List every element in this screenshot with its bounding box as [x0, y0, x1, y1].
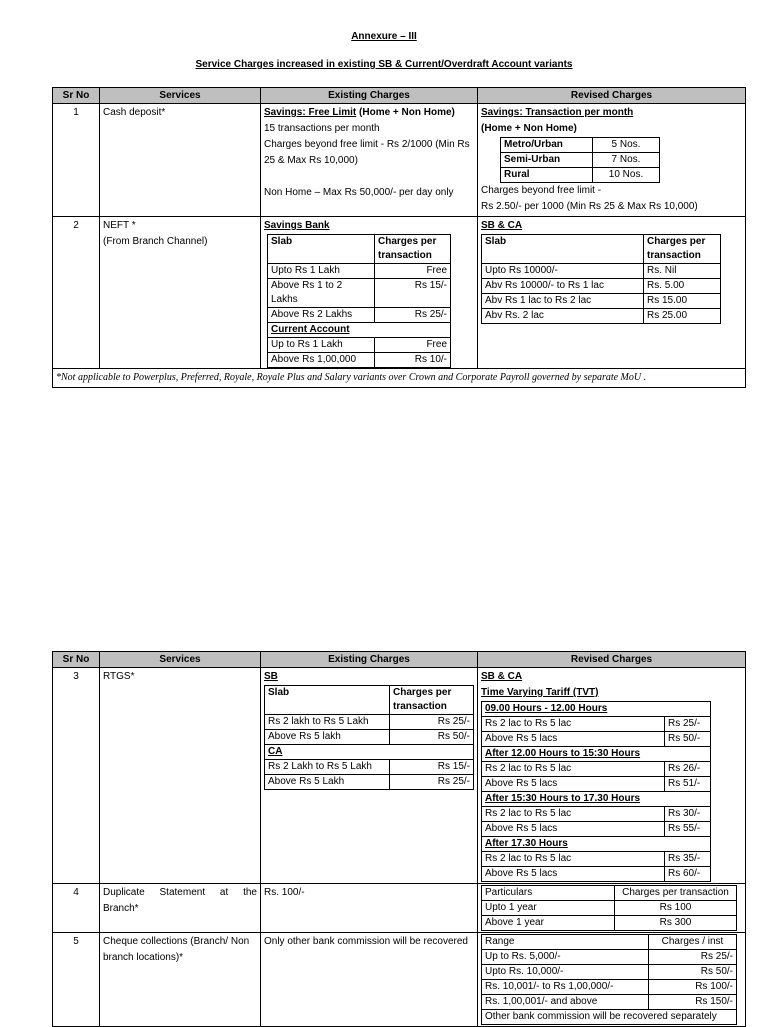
col-header: Charges per transaction: [390, 686, 474, 715]
table-row: [53, 933, 746, 1027]
table-row: [53, 217, 746, 369]
srno-cell: 3: [53, 668, 100, 884]
charge-cell: Rs 25/-: [665, 717, 711, 732]
table-header-row: [53, 88, 746, 104]
table-header-row: [53, 652, 746, 668]
revised-note: Charges beyond free limit -: [481, 185, 602, 196]
charge-cell: Rs 15/-: [375, 279, 451, 308]
value-cell: Rs 100/-: [649, 980, 737, 995]
col-header: Charges per transaction: [615, 886, 737, 901]
area-value: 7 Nos.: [593, 153, 660, 168]
charge-cell: Rs 30/-: [665, 807, 711, 822]
band-title: 09.00 Hours - 12.00 Hours: [482, 702, 711, 717]
ca-heading: CA: [265, 745, 474, 760]
value-cell: Rs 300: [615, 916, 737, 931]
slab-cell: Above Rs 5 lacs: [482, 867, 665, 882]
neft-sb-table: [267, 234, 451, 368]
header-revised: Revised Charges: [478, 88, 746, 104]
value-cell: Rs 100: [615, 901, 737, 916]
charge-cell: Rs 15/-: [390, 760, 474, 775]
col-header: Slab: [482, 235, 644, 264]
table-row: [53, 884, 746, 933]
charge-cell: Rs 35/-: [665, 852, 711, 867]
srno-cell: 2: [53, 217, 100, 369]
col-header: Particulars: [482, 886, 615, 901]
service-cell: Duplicate Statement at the Branch*: [100, 884, 261, 933]
slab-cell: Rs 2 lac to Rs 5 lac: [482, 852, 665, 867]
charge-cell: Rs 10/-: [375, 353, 451, 368]
col-header: Charges per transaction: [644, 235, 721, 264]
slab-cell: Rs 2 lac to Rs 5 lac: [482, 807, 665, 822]
label-cell: Upto Rs. 10,000/-: [482, 965, 649, 980]
srno-cell: 5: [53, 933, 100, 1027]
existing-heading: Savings Bank: [264, 220, 330, 231]
header-services: Services: [100, 652, 261, 668]
charge-cell: Rs 50/-: [390, 730, 474, 745]
slab-cell: Rs 2 lac to Rs 5 lac: [482, 717, 665, 732]
charges-table-1: [52, 87, 746, 388]
area-table: [500, 137, 660, 183]
area-value: 5 Nos.: [593, 138, 660, 153]
label-cell: Up to Rs. 5,000/-: [482, 950, 649, 965]
slab-cell: Above Rs 5 lacs: [482, 822, 665, 837]
ca-heading: Current Account: [268, 323, 451, 338]
revised-heading: SB & CA: [481, 220, 523, 231]
service-cell: Cash deposit*: [100, 104, 261, 217]
slab-cell: Rs 2 lakh to Rs 5 Lakh: [265, 715, 390, 730]
col-header: Slab: [265, 686, 390, 715]
band-title: After 15:30 Hours to 17.30 Hours: [482, 792, 711, 807]
revised-heading: SB & CA: [481, 671, 523, 682]
cheque-table: [481, 934, 737, 1025]
table-row: [53, 668, 746, 884]
service-cell: [100, 217, 261, 369]
tvt-table: [481, 701, 711, 882]
header-srno: Sr No: [53, 652, 100, 668]
existing-line: 15 transactions per month: [264, 123, 380, 134]
col-header: Range: [482, 935, 649, 950]
header-existing: Existing Charges: [261, 88, 478, 104]
slab-cell: Above Rs 2 Lakhs: [268, 308, 375, 323]
rtgs-existing-table: [264, 685, 474, 790]
service-line: NEFT *: [103, 220, 136, 231]
charge-cell: Rs 60/-: [665, 867, 711, 882]
charge-cell: Rs 50/-: [665, 732, 711, 747]
col-header: Charges / inst: [649, 935, 737, 950]
area-label: Semi-Urban: [501, 153, 593, 168]
existing-cell: [261, 668, 478, 884]
charge-cell: Rs 15.00: [644, 294, 721, 309]
label-cell: Rs. 1,00,001/- and above: [482, 995, 649, 1010]
header-srno: Sr No: [53, 88, 100, 104]
existing-cell: [261, 217, 478, 369]
charge-cell: Rs 25/-: [390, 715, 474, 730]
slab-cell: Rs 2 lac to Rs 5 lac: [482, 762, 665, 777]
band-title: After 17.30 Hours: [482, 837, 711, 852]
tvt-heading: Time Varying Tariff (TVT): [481, 687, 599, 698]
revised-cell: [478, 104, 746, 217]
slab-cell: Rs 2 Lakh to Rs 5 Lakh: [265, 760, 390, 775]
statement-table: [481, 885, 737, 931]
srno-cell: 1: [53, 104, 100, 217]
area-value: 10 Nos.: [593, 168, 660, 183]
charge-cell: Free: [375, 264, 451, 279]
charge-cell: Rs 25/-: [375, 308, 451, 323]
revised-cell: [478, 884, 746, 933]
slab-cell: Upto Rs 10000/-: [482, 264, 644, 279]
service-cell: RTGS*: [100, 668, 261, 884]
charge-cell: Rs 25/-: [390, 775, 474, 790]
area-label: Metro/Urban: [501, 138, 593, 153]
existing-line: Non Home – Max Rs 50,000/- per day only: [264, 187, 454, 198]
neft-revised-table: [481, 234, 721, 324]
slab-cell: Above Rs 5 lacs: [482, 777, 665, 792]
existing-cell: Rs. 100/-: [261, 884, 478, 933]
label-cell: Above 1 year: [482, 916, 615, 931]
charge-cell: Rs 51/-: [665, 777, 711, 792]
revised-subheading: (Home + Non Home): [481, 123, 577, 134]
existing-heading: Savings: Free Limit (Home + Non Home): [264, 107, 455, 118]
charge-cell: Rs. 5.00: [644, 279, 721, 294]
charge-cell: Rs 26/-: [665, 762, 711, 777]
revised-heading: Savings: Transaction per month: [481, 107, 634, 118]
existing-line: Charges beyond free limit - Rs 2/1000 (Min Rs 25 & Max Rs 10,000): [264, 139, 470, 166]
slab-cell: Above Rs 5 lacs: [482, 732, 665, 747]
sb-heading: SB: [264, 671, 278, 682]
slab-cell: Above Rs 5 lakh: [265, 730, 390, 745]
service-line: (From Branch Channel): [103, 236, 208, 247]
srno-cell: 4: [53, 884, 100, 933]
page-title: Annexure – III: [351, 31, 417, 42]
slab-cell: Abv Rs. 2 lac: [482, 309, 644, 324]
slab-cell: Above Rs 1,00,000: [268, 353, 375, 368]
note-cell: Other bank commission will be recovered separately: [482, 1010, 737, 1025]
col-header: Charges per transaction: [375, 235, 451, 264]
charge-cell: Free: [375, 338, 451, 353]
slab-cell: Abv Rs 10000/- to Rs 1 lac: [482, 279, 644, 294]
value-cell: Rs 50/-: [649, 965, 737, 980]
header-services: Services: [100, 88, 261, 104]
existing-cell: [261, 104, 478, 217]
charge-cell: Rs 55/-: [665, 822, 711, 837]
footnote: *Not applicable to Powerplus, Preferred, Royale, Royale Plus and Salary variants over Crown and Corporate Payroll governed by separate MoU .: [53, 369, 746, 388]
page-subtitle: Service Charges increased in existing SB & Current/Overdraft Account variants: [195, 59, 573, 70]
slab-cell: Up to Rs 1 Lakh: [268, 338, 375, 353]
revised-cell: [478, 933, 746, 1027]
table-row: [53, 104, 746, 217]
revised-note: Rs 2.50/- per 1000 (Min Rs 25 & Max Rs 10,000): [481, 201, 698, 212]
charges-table-2: [52, 651, 746, 1027]
slab-cell: Above Rs 1 to 2 Lakhs: [268, 279, 375, 308]
area-label: Rural: [501, 168, 593, 183]
revised-cell: [478, 217, 746, 369]
slab-cell: Above Rs 5 Lakh: [265, 775, 390, 790]
header-revised: Revised Charges: [478, 652, 746, 668]
label-cell: Rs. 10,001/- to Rs 1,00,000/-: [482, 980, 649, 995]
band-title: After 12.00 Hours to 15:30 Hours: [482, 747, 711, 762]
header-existing: Existing Charges: [261, 652, 478, 668]
footnote-row: [53, 369, 746, 388]
service-cell: Cheque collections (Branch/ Non branch locations)*: [100, 933, 261, 1027]
slab-cell: Upto Rs 1 Lakh: [268, 264, 375, 279]
label-cell: Upto 1 year: [482, 901, 615, 916]
slab-cell: Abv Rs 1 lac to Rs 2 lac: [482, 294, 644, 309]
charge-cell: Rs. Nil: [644, 264, 721, 279]
existing-cell: Only other bank commission will be recovered: [261, 933, 478, 1027]
value-cell: Rs 150/-: [649, 995, 737, 1010]
revised-cell: [478, 668, 746, 884]
value-cell: Rs 25/-: [649, 950, 737, 965]
col-header: Slab: [268, 235, 375, 264]
charge-cell: Rs 25.00: [644, 309, 721, 324]
